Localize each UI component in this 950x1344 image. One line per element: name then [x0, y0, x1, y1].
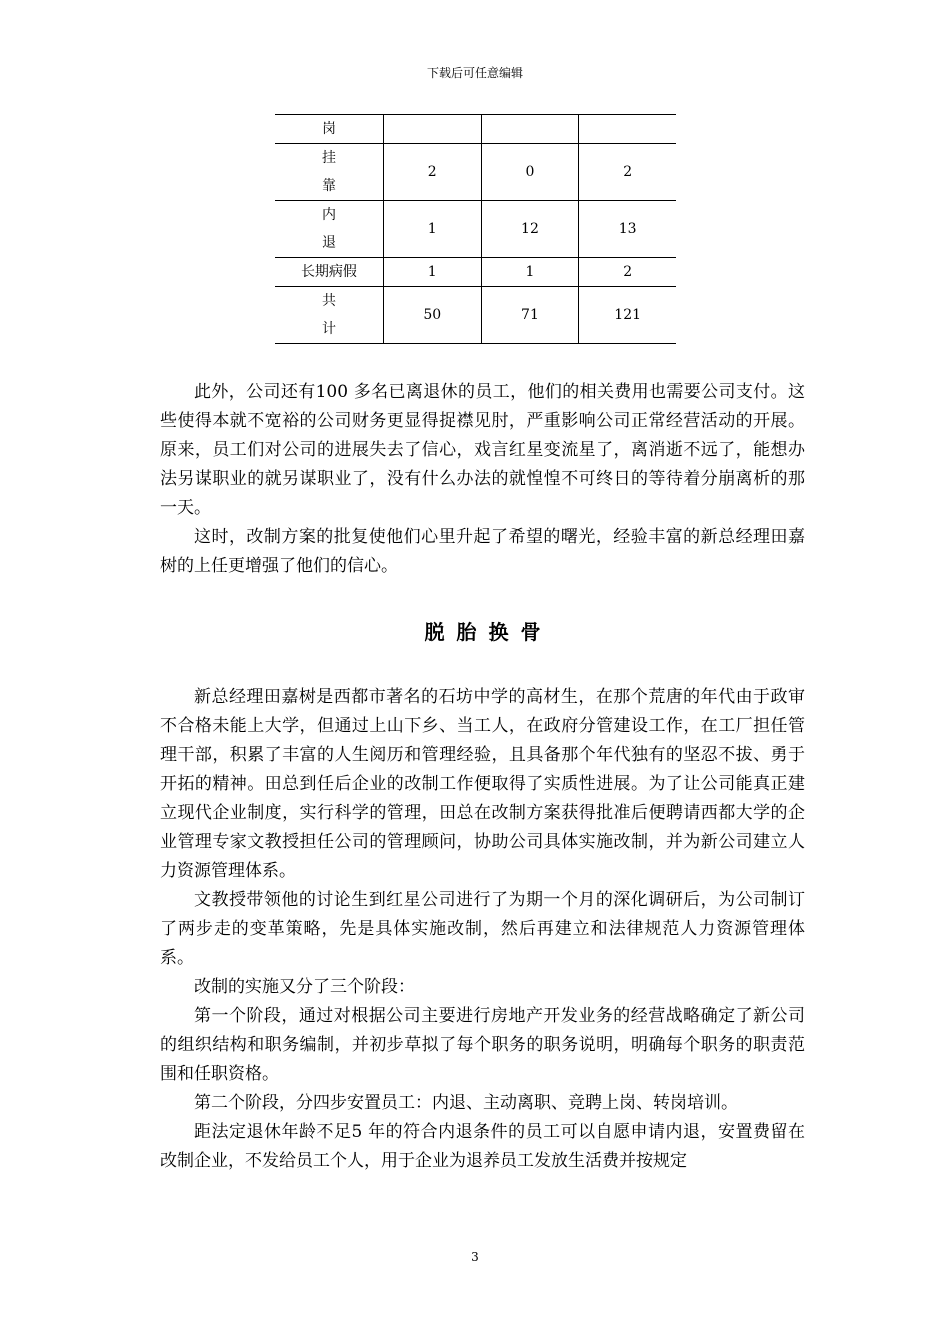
table-row	[275, 201, 676, 258]
row-label: 挂 靠	[275, 144, 383, 201]
table-cell: 121	[579, 287, 676, 344]
table-cell: 2	[383, 144, 481, 201]
table-cell: 1	[481, 258, 579, 287]
paragraph: 文教授带领他的讨论生到红星公司进行了为期一个月的深化调研后，为公司制订了两步走的变革策略，先是具体实施改制，然后再建立和法律规范人力资源管理体系。	[160, 890, 805, 968]
paragraph: 第一个阶段，通过对根据公司主要进行房地产开发业务的经营战略确定了新公司的组织结构和职务编制，并初步草拟了每个职务的职务说明，明确每个职务的职责范围和任职资格。	[160, 1006, 805, 1084]
paragraph: 改制的实施又分了三个阶段：	[194, 977, 415, 997]
row-label: 长期病假	[275, 258, 383, 287]
table-row	[275, 287, 676, 344]
row-label: 内 退	[275, 201, 383, 258]
table-cell: 1	[383, 201, 481, 258]
body-text	[160, 378, 805, 1176]
table-cell: 71	[481, 287, 579, 344]
row-label: 共 计	[275, 287, 383, 344]
paragraph: 距法定退休年龄不足5 年的符合内退条件的员工可以自愿申请内退，安置费留在改制企业，不发给员工个人，用于企业为退养员工发放生活费并按规定	[160, 1122, 805, 1171]
staff-table	[275, 114, 676, 344]
table-cell: 13	[579, 201, 676, 258]
table-row	[275, 115, 676, 144]
table-cell	[579, 115, 676, 144]
table-cell: 1	[383, 258, 481, 287]
table-cell: 0	[481, 144, 579, 201]
table-cell: 2	[579, 144, 676, 201]
table-cell	[383, 115, 481, 144]
table-cell: 50	[383, 287, 481, 344]
table-row	[275, 144, 676, 201]
paragraph: 这时，改制方案的批复使他们心里升起了希望的曙光，经验丰富的新总经理田嘉树的上任更增强了他们的信心。	[160, 527, 805, 576]
page-header: 下载后可任意编辑	[426, 66, 523, 80]
paragraph: 此外，公司还有100 多名已离退休的员工，他们的相关费用也需要公司支付。这些使得本就不宽裕的公司财务更显得捉襟见肘，严重影响公司正常经营活动的开展。原来，员工们对公司的进展失去了信心，戏言红星变流星了，离消逝不远了，能想办法另谋职业的就另谋职业了，没有什么办法的就惶惶不可终日的等待着分崩离析的那一天。	[160, 382, 805, 518]
table-row	[275, 258, 676, 287]
page-number: 3	[471, 1250, 479, 1264]
paragraph: 新总经理田嘉树是西都市著名的石坊中学的高材生，在那个荒唐的年代由于政审不合格未能上大学，但通过上山下乡、当工人，在政府分管建设工作，在工厂担任管理干部，积累了丰富的人生阅历和管理经验，且具备那个年代独有的坚忍不拔、勇于开拓的精神。田总到任后企业的改制工作便取得了实质性进展。为了让公司能真正建立现代企业制度，实行科学的管理，田总在改制方案获得批准后便聘请西都大学的企业管理专家文教授担任公司的管理顾问，协助公司具体实施改制，并为新公司建立人力资源管理体系。	[160, 687, 805, 881]
section-title: 脱胎换骨	[424, 620, 553, 644]
table-cell	[481, 115, 579, 144]
row-label: 岗	[275, 115, 383, 144]
table-cell: 12	[481, 201, 579, 258]
paragraph: 第二个阶段，分四步安置员工：内退、主动离职、竞聘上岗、转岗培训。	[194, 1093, 738, 1113]
table-cell: 2	[579, 258, 676, 287]
